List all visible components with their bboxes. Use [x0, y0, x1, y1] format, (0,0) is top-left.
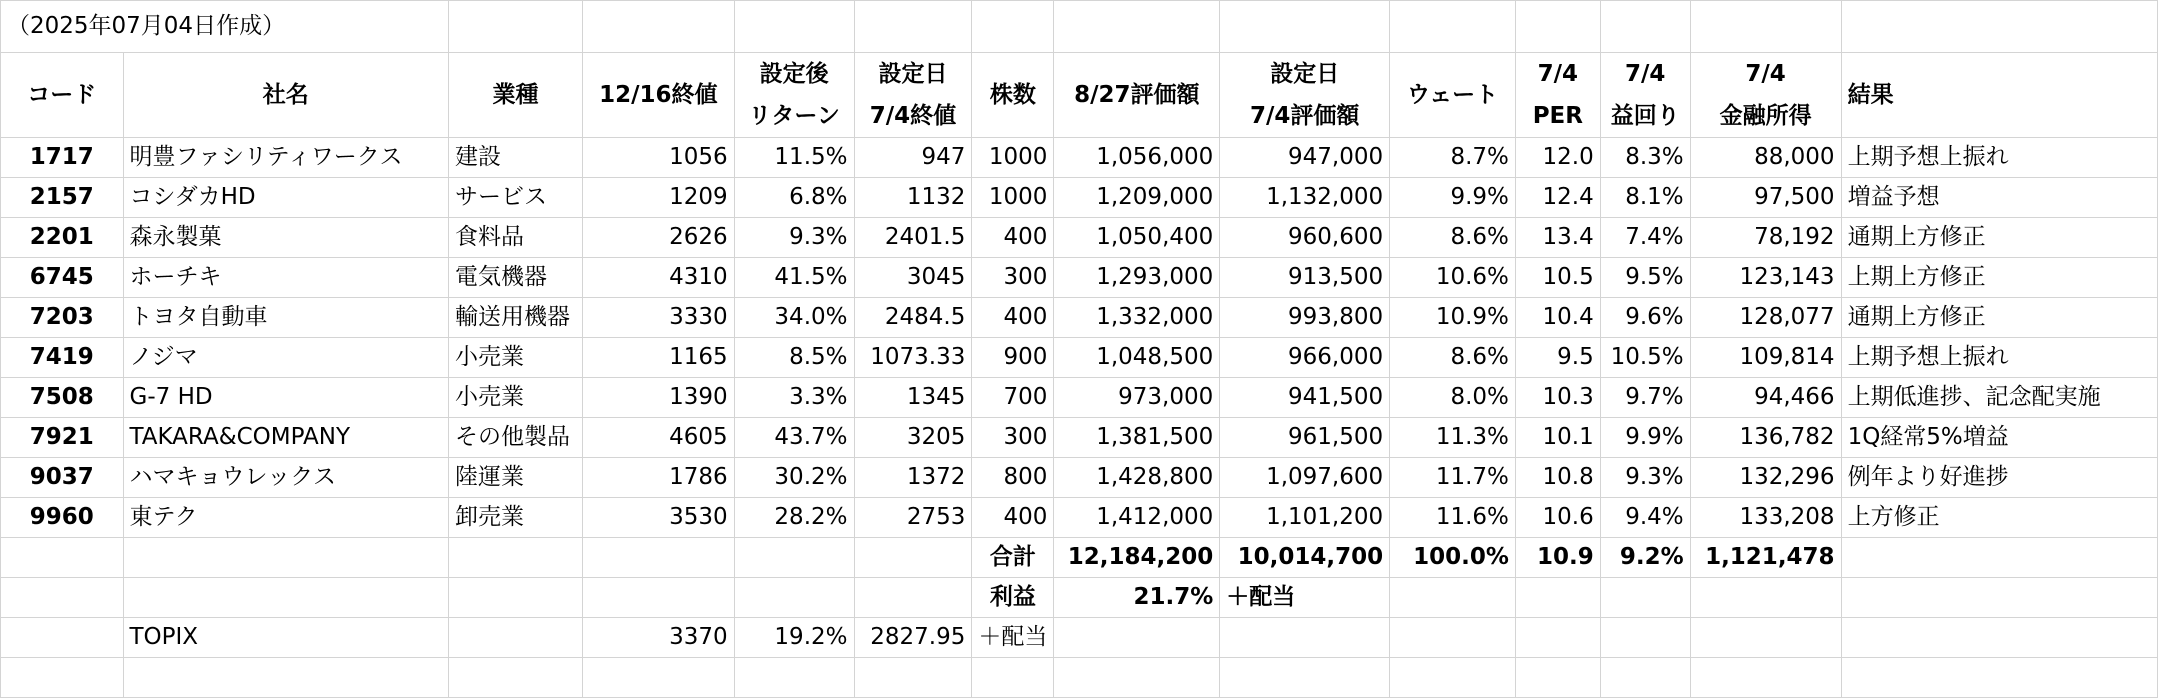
cell-result[interactable]: 通期上方修正	[1841, 298, 2157, 338]
totals-per[interactable]: 10.9	[1515, 538, 1600, 578]
cell-value-74[interactable]: 1,132,000	[1220, 178, 1390, 218]
topix-note[interactable]: ＋配当	[972, 618, 1054, 658]
cell-result[interactable]: 上期予想上振れ	[1841, 338, 2157, 378]
cell-sector[interactable]: 陸運業	[449, 458, 583, 498]
table-row	[1, 258, 2158, 298]
header-value-827[interactable]: 8/27評価額	[1054, 53, 1220, 138]
cell-value-827[interactable]: 973,000	[1054, 378, 1220, 418]
cell-value-827[interactable]: 1,050,400	[1054, 218, 1220, 258]
cell[interactable]	[449, 658, 583, 698]
cell-close-74[interactable]: 1345	[854, 378, 972, 418]
cell-close-74[interactable]: 3205	[854, 418, 972, 458]
cell-per[interactable]: 10.4	[1515, 298, 1600, 338]
cell-close-1216[interactable]: 1165	[582, 338, 734, 378]
cell[interactable]	[582, 578, 734, 618]
totals-weight[interactable]: 100.0%	[1390, 538, 1516, 578]
cell-income[interactable]: 132,296	[1690, 458, 1841, 498]
cell-value-827[interactable]: 1,056,000	[1054, 138, 1220, 178]
cell-sector[interactable]: 電気機器	[449, 258, 583, 298]
cell-sector[interactable]: 建設	[449, 138, 583, 178]
cell-income[interactable]: 109,814	[1690, 338, 1841, 378]
cell-value-827[interactable]: 1,332,000	[1054, 298, 1220, 338]
header-per[interactable]	[1515, 53, 1600, 138]
cell-value-74[interactable]: 961,500	[1220, 418, 1390, 458]
cell-close-74[interactable]: 1372	[854, 458, 972, 498]
cell-value-827[interactable]: 1,293,000	[1054, 258, 1220, 298]
cell[interactable]	[1600, 578, 1690, 618]
cell[interactable]	[734, 578, 854, 618]
cell-per[interactable]: 10.8	[1515, 458, 1600, 498]
cell-result[interactable]: 上期上方修正	[1841, 258, 2157, 298]
table-row	[1, 418, 2158, 458]
cell-shares[interactable]: 800	[972, 458, 1054, 498]
cell-code[interactable]: 6745	[1, 258, 124, 298]
cell-return[interactable]: 43.7%	[734, 418, 854, 458]
cell[interactable]	[972, 658, 1054, 698]
cell-code[interactable]: 7419	[1, 338, 124, 378]
table-row	[1, 298, 2158, 338]
cell[interactable]	[1690, 1, 1841, 53]
cell-close-74[interactable]: 2753	[854, 498, 972, 538]
cell-return[interactable]: 11.5%	[734, 138, 854, 178]
cell-result[interactable]: 通期上方修正	[1841, 218, 2157, 258]
cell-return[interactable]: 6.8%	[734, 178, 854, 218]
header-close-74[interactable]	[854, 53, 972, 138]
cell-sector[interactable]: 食料品	[449, 218, 583, 258]
cell-shares[interactable]: 400	[972, 218, 1054, 258]
cell-code[interactable]: 7203	[1, 298, 124, 338]
header-yield-l1: 7/4	[1624, 61, 1666, 87]
cell-per[interactable]: 9.5	[1515, 338, 1600, 378]
cell[interactable]	[582, 658, 734, 698]
cell-weight[interactable]: 10.6%	[1390, 258, 1516, 298]
cell-value-827[interactable]: 1,209,000	[1054, 178, 1220, 218]
header-close-1216[interactable]: 12/16終値	[582, 53, 734, 138]
cell-per[interactable]: 10.1	[1515, 418, 1600, 458]
cell-result[interactable]: 上期低進捗、記念配実施	[1841, 378, 2157, 418]
cell-value-74[interactable]: 993,800	[1220, 298, 1390, 338]
cell-value-74[interactable]: 913,500	[1220, 258, 1390, 298]
cell-weight[interactable]: 11.7%	[1390, 458, 1516, 498]
cell[interactable]	[1, 538, 124, 578]
cell-sector[interactable]: 小売業	[449, 378, 583, 418]
cell-close-1216[interactable]: 3530	[582, 498, 734, 538]
cell[interactable]	[1515, 578, 1600, 618]
cell-name[interactable]: ハマキョウレックス	[123, 458, 449, 498]
totals-value-827[interactable]: 12,184,200	[1054, 538, 1220, 578]
cell-value-827[interactable]: 1,412,000	[1054, 498, 1220, 538]
cell[interactable]	[1600, 1, 1690, 53]
cell-yield[interactable]: 9.6%	[1600, 298, 1690, 338]
cell-close-74[interactable]: 2401.5	[854, 218, 972, 258]
cell[interactable]	[1600, 618, 1690, 658]
cell-sector[interactable]: サービス	[449, 178, 583, 218]
empty-row	[1, 658, 2158, 698]
cell-shares[interactable]: 400	[972, 298, 1054, 338]
cell-yield[interactable]: 9.3%	[1600, 458, 1690, 498]
cell-yield[interactable]: 9.4%	[1600, 498, 1690, 538]
cell-code[interactable]: 2201	[1, 218, 124, 258]
cell-per[interactable]: 10.5	[1515, 258, 1600, 298]
cell-name[interactable]: 東テク	[123, 498, 449, 538]
cell-close-74[interactable]: 1073.33	[854, 338, 972, 378]
profit-label[interactable]: 利益	[972, 578, 1054, 618]
cell-shares[interactable]: 900	[972, 338, 1054, 378]
cell[interactable]	[1515, 1, 1600, 53]
cell-yield[interactable]: 9.5%	[1600, 258, 1690, 298]
cell-name[interactable]: 明豊ファシリティワークス	[123, 138, 449, 178]
header-close-74-l2: 7/4終値	[869, 103, 957, 129]
header-return[interactable]	[734, 53, 854, 138]
cell-shares[interactable]: 1000	[972, 178, 1054, 218]
cell-code[interactable]: 7921	[1, 418, 124, 458]
cell-weight[interactable]: 8.0%	[1390, 378, 1516, 418]
cell-result[interactable]: 上方修正	[1841, 498, 2157, 538]
cell-income[interactable]: 128,077	[1690, 298, 1841, 338]
header-per-l2: PER	[1532, 103, 1583, 129]
cell-name[interactable]: コシダカHD	[123, 178, 449, 218]
cell-return[interactable]: 41.5%	[734, 258, 854, 298]
cell-return[interactable]: 8.5%	[734, 338, 854, 378]
cell-income[interactable]: 97,500	[1690, 178, 1841, 218]
cell-code[interactable]: 9960	[1, 498, 124, 538]
cell[interactable]	[1841, 658, 2157, 698]
topix-row	[1, 618, 2158, 658]
cell-result[interactable]: 上期予想上振れ	[1841, 138, 2157, 178]
header-income[interactable]	[1690, 53, 1841, 138]
cell-per[interactable]: 10.6	[1515, 498, 1600, 538]
cell-return[interactable]: 9.3%	[734, 218, 854, 258]
cell[interactable]	[1390, 618, 1516, 658]
cell-close-74[interactable]: 1132	[854, 178, 972, 218]
cell-return[interactable]: 28.2%	[734, 498, 854, 538]
cell-per[interactable]: 12.0	[1515, 138, 1600, 178]
cell[interactable]	[854, 658, 972, 698]
header-result[interactable]: 結果	[1841, 53, 2157, 138]
cell-return[interactable]: 34.0%	[734, 298, 854, 338]
header-yield-l2: 益回り	[1610, 103, 1680, 129]
cell-shares[interactable]: 400	[972, 498, 1054, 538]
cell-code[interactable]: 7508	[1, 378, 124, 418]
cell-close-1216[interactable]: 1209	[582, 178, 734, 218]
cell[interactable]	[123, 578, 449, 618]
cell[interactable]	[1054, 658, 1220, 698]
cell-value-74[interactable]: 947,000	[1220, 138, 1390, 178]
cell[interactable]	[1, 578, 124, 618]
topix-name[interactable]: TOPIX	[123, 618, 449, 658]
cell[interactable]	[1841, 618, 2157, 658]
cell[interactable]	[1841, 1, 2157, 53]
cell[interactable]	[854, 578, 972, 618]
cell-value-74[interactable]: 1,101,200	[1220, 498, 1390, 538]
cell-return[interactable]: 30.2%	[734, 458, 854, 498]
cell[interactable]	[1054, 1, 1220, 53]
cell[interactable]	[1600, 658, 1690, 698]
profit-row	[1, 578, 2158, 618]
topix-return[interactable]: 19.2%	[734, 618, 854, 658]
cell[interactable]	[1390, 1, 1516, 53]
cell-close-74[interactable]: 947	[854, 138, 972, 178]
cell-close-74[interactable]: 2484.5	[854, 298, 972, 338]
cell[interactable]	[1220, 618, 1390, 658]
table-row	[1, 338, 2158, 378]
table-row	[1, 218, 2158, 258]
cell[interactable]	[1390, 658, 1516, 698]
cell[interactable]	[972, 1, 1054, 53]
cell-yield[interactable]: 8.1%	[1600, 178, 1690, 218]
cell-sector[interactable]: その他製品	[449, 418, 583, 458]
totals-value-74[interactable]: 10,014,700	[1220, 538, 1390, 578]
cell-title-note[interactable]: （2025年07月04日作成）	[1, 1, 449, 53]
cell-yield[interactable]: 9.9%	[1600, 418, 1690, 458]
cell-name[interactable]: ノジマ	[123, 338, 449, 378]
header-shares[interactable]: 株数	[972, 53, 1054, 138]
data-rows	[1, 138, 2158, 538]
cell-weight[interactable]: 9.9%	[1390, 178, 1516, 218]
profit-note[interactable]: ＋配当	[1220, 578, 1390, 618]
totals-income[interactable]: 1,121,478	[1690, 538, 1841, 578]
cell-value-74[interactable]: 960,600	[1220, 218, 1390, 258]
totals-yield[interactable]: 9.2%	[1600, 538, 1690, 578]
cell-income[interactable]: 94,466	[1690, 378, 1841, 418]
cell-name[interactable]: G-7 HD	[123, 378, 449, 418]
cell[interactable]	[1054, 618, 1220, 658]
cell-close-1216[interactable]: 4605	[582, 418, 734, 458]
title-row	[1, 1, 2158, 53]
header-return-l1: 設定後	[759, 61, 829, 87]
cell-weight[interactable]: 11.6%	[1390, 498, 1516, 538]
cell-name[interactable]: トヨタ自動車	[123, 298, 449, 338]
cell[interactable]	[1690, 618, 1841, 658]
cell-income[interactable]: 136,782	[1690, 418, 1841, 458]
table-row	[1, 498, 2158, 538]
table-row	[1, 138, 2158, 178]
cell[interactable]	[1690, 578, 1841, 618]
cell-yield[interactable]: 9.7%	[1600, 378, 1690, 418]
cell-sector[interactable]: 卸売業	[449, 498, 583, 538]
totals-label[interactable]: 合計	[972, 538, 1054, 578]
cell-weight[interactable]: 8.6%	[1390, 338, 1516, 378]
cell-result[interactable]: 1Q経常5%増益	[1841, 418, 2157, 458]
cell-per[interactable]: 12.4	[1515, 178, 1600, 218]
cell-close-74[interactable]: 3045	[854, 258, 972, 298]
cell-close-1216[interactable]: 2626	[582, 218, 734, 258]
table-row	[1, 458, 2158, 498]
cell-value-74[interactable]: 941,500	[1220, 378, 1390, 418]
cell[interactable]	[1841, 578, 2157, 618]
profit-value[interactable]: 21.7%	[1054, 578, 1220, 618]
cell-sector[interactable]: 輸送用機器	[449, 298, 583, 338]
cell-close-1216[interactable]: 4310	[582, 258, 734, 298]
header-return-l2: リターン	[748, 103, 840, 129]
header-sector[interactable]: 業種	[449, 53, 583, 138]
cell[interactable]	[123, 538, 449, 578]
header-yield[interactable]	[1600, 53, 1690, 138]
cell[interactable]	[1515, 658, 1600, 698]
cell-yield[interactable]: 10.5%	[1600, 338, 1690, 378]
cell-value-827[interactable]: 1,381,500	[1054, 418, 1220, 458]
cell-income[interactable]: 133,208	[1690, 498, 1841, 538]
cell[interactable]	[734, 1, 854, 53]
cell[interactable]	[582, 538, 734, 578]
cell[interactable]	[1390, 578, 1516, 618]
cell[interactable]	[1220, 1, 1390, 53]
cell[interactable]	[449, 578, 583, 618]
cell-code[interactable]: 9037	[1, 458, 124, 498]
cell-income[interactable]: 123,143	[1690, 258, 1841, 298]
header-name[interactable]: 社名	[123, 53, 449, 138]
cell-name[interactable]: 森永製菓	[123, 218, 449, 258]
cell-sector[interactable]: 小売業	[449, 338, 583, 378]
cell[interactable]	[1220, 658, 1390, 698]
cell-yield[interactable]: 7.4%	[1600, 218, 1690, 258]
topix-close-1216[interactable]: 3370	[582, 618, 734, 658]
cell-shares[interactable]: 300	[972, 258, 1054, 298]
cell[interactable]	[734, 658, 854, 698]
header-row	[1, 53, 2158, 138]
topix-close-74[interactable]: 2827.95	[854, 618, 972, 658]
cell-result[interactable]: 増益予想	[1841, 178, 2157, 218]
cell[interactable]	[449, 618, 583, 658]
cell-name[interactable]: TAKARA&COMPANY	[123, 418, 449, 458]
cell-weight[interactable]: 8.7%	[1390, 138, 1516, 178]
cell-shares[interactable]: 300	[972, 418, 1054, 458]
cell[interactable]	[1690, 658, 1841, 698]
header-code[interactable]: コード	[1, 53, 124, 138]
cell[interactable]	[582, 1, 734, 53]
totals-row	[1, 538, 2158, 578]
cell-weight[interactable]: 8.6%	[1390, 218, 1516, 258]
cell-shares[interactable]: 1000	[972, 138, 1054, 178]
cell[interactable]	[449, 1, 583, 53]
cell-code[interactable]: 1717	[1, 138, 124, 178]
cell-close-1216[interactable]: 3330	[582, 298, 734, 338]
table-row	[1, 378, 2158, 418]
cell-per[interactable]: 13.4	[1515, 218, 1600, 258]
cell-shares[interactable]: 700	[972, 378, 1054, 418]
cell-yield[interactable]: 8.3%	[1600, 138, 1690, 178]
header-income-l1: 7/4	[1745, 61, 1786, 87]
cell-name[interactable]: ホーチキ	[123, 258, 449, 298]
cell-value-74[interactable]: 1,097,600	[1220, 458, 1390, 498]
cell[interactable]	[1515, 618, 1600, 658]
cell-return[interactable]: 3.3%	[734, 378, 854, 418]
header-income-l2: 金融所得	[1719, 103, 1812, 129]
header-value-74[interactable]	[1220, 53, 1390, 138]
table-row	[1, 178, 2158, 218]
header-close-74-l1: 設定日	[878, 61, 948, 87]
cell[interactable]	[1, 658, 124, 698]
cell[interactable]	[449, 538, 583, 578]
cell-result[interactable]: 例年より好進捗	[1841, 458, 2157, 498]
cell-value-827[interactable]: 1,428,800	[1054, 458, 1220, 498]
cell-close-1216[interactable]: 1390	[582, 378, 734, 418]
cell[interactable]	[734, 538, 854, 578]
header-weight[interactable]: ウェート	[1390, 53, 1516, 138]
cell-value-74[interactable]: 966,000	[1220, 338, 1390, 378]
header-value-74-l1: 設定日	[1270, 61, 1340, 87]
cell-close-1216[interactable]: 1786	[582, 458, 734, 498]
cell-code[interactable]: 2157	[1, 178, 124, 218]
cell-value-827[interactable]: 1,048,500	[1054, 338, 1220, 378]
cell-income[interactable]: 78,192	[1690, 218, 1841, 258]
header-per-l1: 7/4	[1537, 61, 1579, 87]
cell[interactable]	[854, 538, 972, 578]
cell[interactable]	[1841, 538, 2157, 578]
cell-weight[interactable]: 10.9%	[1390, 298, 1516, 338]
header-value-74-l2: 7/4評価額	[1250, 103, 1360, 129]
cell-income[interactable]: 88,000	[1690, 138, 1841, 178]
cell[interactable]	[1, 618, 124, 658]
cell-close-1216[interactable]: 1056	[582, 138, 734, 178]
cell[interactable]	[123, 658, 449, 698]
cell[interactable]	[854, 1, 972, 53]
cell-per[interactable]: 10.3	[1515, 378, 1600, 418]
cell-weight[interactable]: 11.3%	[1390, 418, 1516, 458]
